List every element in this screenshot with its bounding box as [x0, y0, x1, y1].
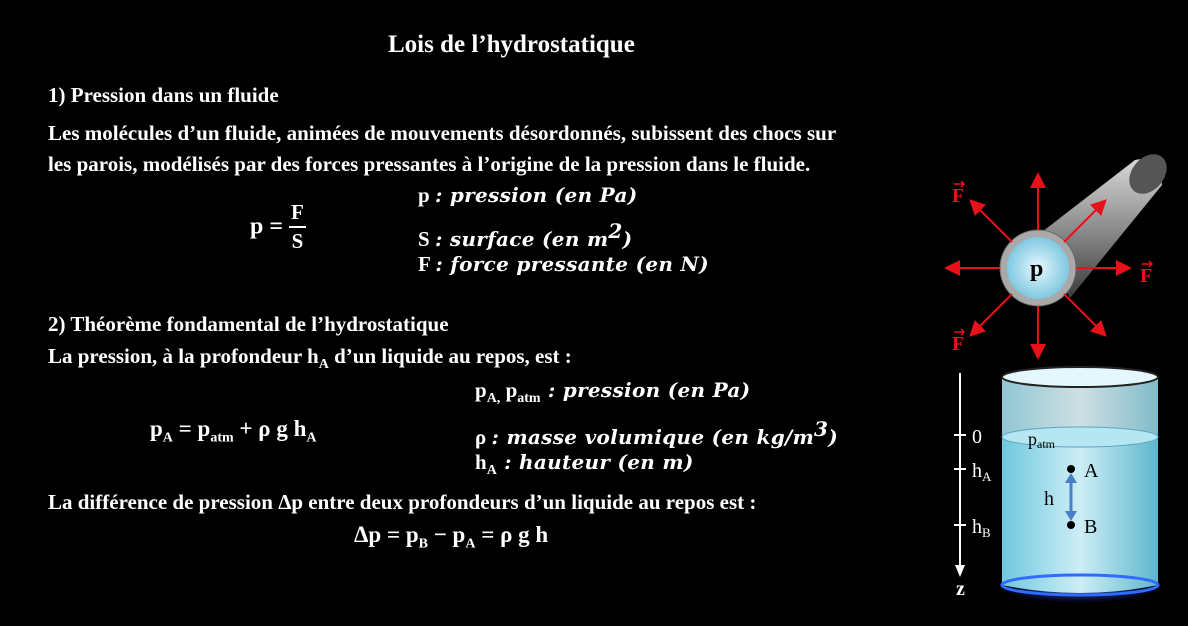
def-force-symbol: F — [418, 252, 431, 276]
patm-sub: atm — [1037, 437, 1055, 451]
formula-p-sub: A — [162, 430, 173, 446]
tick-hb-sub: B — [982, 525, 991, 540]
def-force — [418, 252, 709, 277]
tank-figure — [940, 365, 1180, 605]
tick-0-label: 0 — [972, 426, 982, 448]
section1-text-line1: Les molécules d’un fluide, animées de mouvements désordonnés, subissent des chocs sur — [48, 121, 837, 145]
point-b — [1067, 521, 1075, 529]
def-height-symbol: h — [475, 450, 487, 474]
formula-eq: = p — [172, 416, 211, 441]
def-pressure-text: : pression (en Pa) — [434, 183, 638, 207]
tick-ha-label — [972, 460, 992, 484]
def-surface-close: ) — [622, 227, 633, 251]
force-arrow-downright — [1064, 294, 1104, 334]
def-rho-close: ) — [828, 425, 839, 449]
def-pa-sub: A, — [486, 391, 501, 407]
diff-c: − p — [427, 522, 466, 547]
tick-hb-main: h — [972, 516, 982, 538]
section2-intro — [48, 344, 572, 373]
def-height — [475, 450, 694, 479]
section2-intro-a: La pression, à la profondeur h — [48, 344, 319, 368]
pressure-formula — [250, 200, 306, 254]
def-patm-sub: atm — [517, 391, 541, 407]
hydrostatic-formula — [150, 416, 317, 447]
formula-denominator: S — [291, 229, 304, 253]
patm-main: p — [1028, 429, 1037, 449]
def-surface-exponent: 2 — [608, 219, 623, 243]
force-arrow-upleft — [972, 202, 1012, 242]
formula-atm-sub: atm — [210, 430, 234, 446]
def-pa-text: : pression (en Pa) — [540, 378, 751, 402]
def-rho — [475, 417, 838, 450]
liquid-surface — [1002, 427, 1158, 447]
diff-a: Δp = p — [354, 522, 419, 547]
def-surface-text: : surface (en m — [434, 227, 609, 251]
z-axis-label: z — [956, 578, 965, 600]
height-label: h — [1044, 488, 1054, 510]
def-pa-symbol: p — [475, 378, 487, 402]
z-axis-arrowhead — [955, 565, 965, 577]
def-rho-symbol: ρ — [475, 425, 487, 449]
section1-heading: 1) Pression dans un fluide — [48, 83, 279, 107]
point-a-label: A — [1084, 460, 1099, 482]
force-arrow-downleft — [972, 294, 1012, 334]
diff-e: = ρ g h — [475, 522, 549, 547]
def-surface-symbol: S — [418, 227, 430, 251]
tick-ha-main: h — [972, 460, 982, 482]
formula-fraction — [289, 200, 306, 254]
def-pressure-symbol: p — [418, 183, 430, 207]
point-a — [1067, 465, 1075, 473]
def-surface — [418, 219, 632, 252]
def-patm-symbol: p — [500, 378, 518, 402]
tank-liquid — [1002, 437, 1158, 593]
formula-lhs: p = — [250, 213, 284, 240]
tick-ha-sub: A — [982, 469, 992, 484]
def-rho-exponent: 3 — [814, 417, 829, 441]
force-label-right: F — [1140, 265, 1153, 287]
formula-plus: + ρ g h — [233, 416, 307, 441]
difference-formula — [354, 522, 548, 553]
force-label-top: F — [952, 185, 965, 207]
section2-intro-sub: A — [318, 357, 329, 373]
def-pressure — [418, 183, 638, 208]
force-label-bottom: F — [952, 333, 965, 355]
def-height-text: : hauteur (en m) — [496, 450, 694, 474]
diff-d-sub: A — [465, 536, 476, 552]
def-pa-patm — [475, 378, 750, 407]
def-rho-text: : masse volumique (en kg/m — [491, 425, 815, 449]
diff-b-sub: B — [418, 536, 428, 552]
page-title: Lois de l’hydrostatique — [388, 31, 635, 58]
tank-top-rim — [1002, 367, 1158, 387]
formula-numerator: F — [289, 200, 306, 228]
section1-text-line2: les parois, modélisés par des forces pressantes à l’origine de la pression dans le fluide. — [48, 152, 811, 176]
tick-hb-label — [972, 516, 991, 540]
section2-intro-b: d’un liquide au repos, est : — [328, 344, 572, 368]
section2-heading: 2) Théorème fondamental de l’hydrostatique — [48, 312, 449, 336]
pipe-pressure-figure — [930, 160, 1188, 360]
difference-text: La différence de pression Δp entre deux profondeurs d’un liquide au repos est : — [48, 490, 757, 514]
formula-h-sub: A — [306, 430, 317, 446]
pipe-center-label: p — [1030, 256, 1044, 282]
def-height-sub: A — [486, 463, 497, 479]
formula-p: p — [150, 416, 163, 441]
point-b-label: B — [1084, 516, 1098, 538]
def-force-text: : force pressante (en N) — [435, 252, 709, 276]
